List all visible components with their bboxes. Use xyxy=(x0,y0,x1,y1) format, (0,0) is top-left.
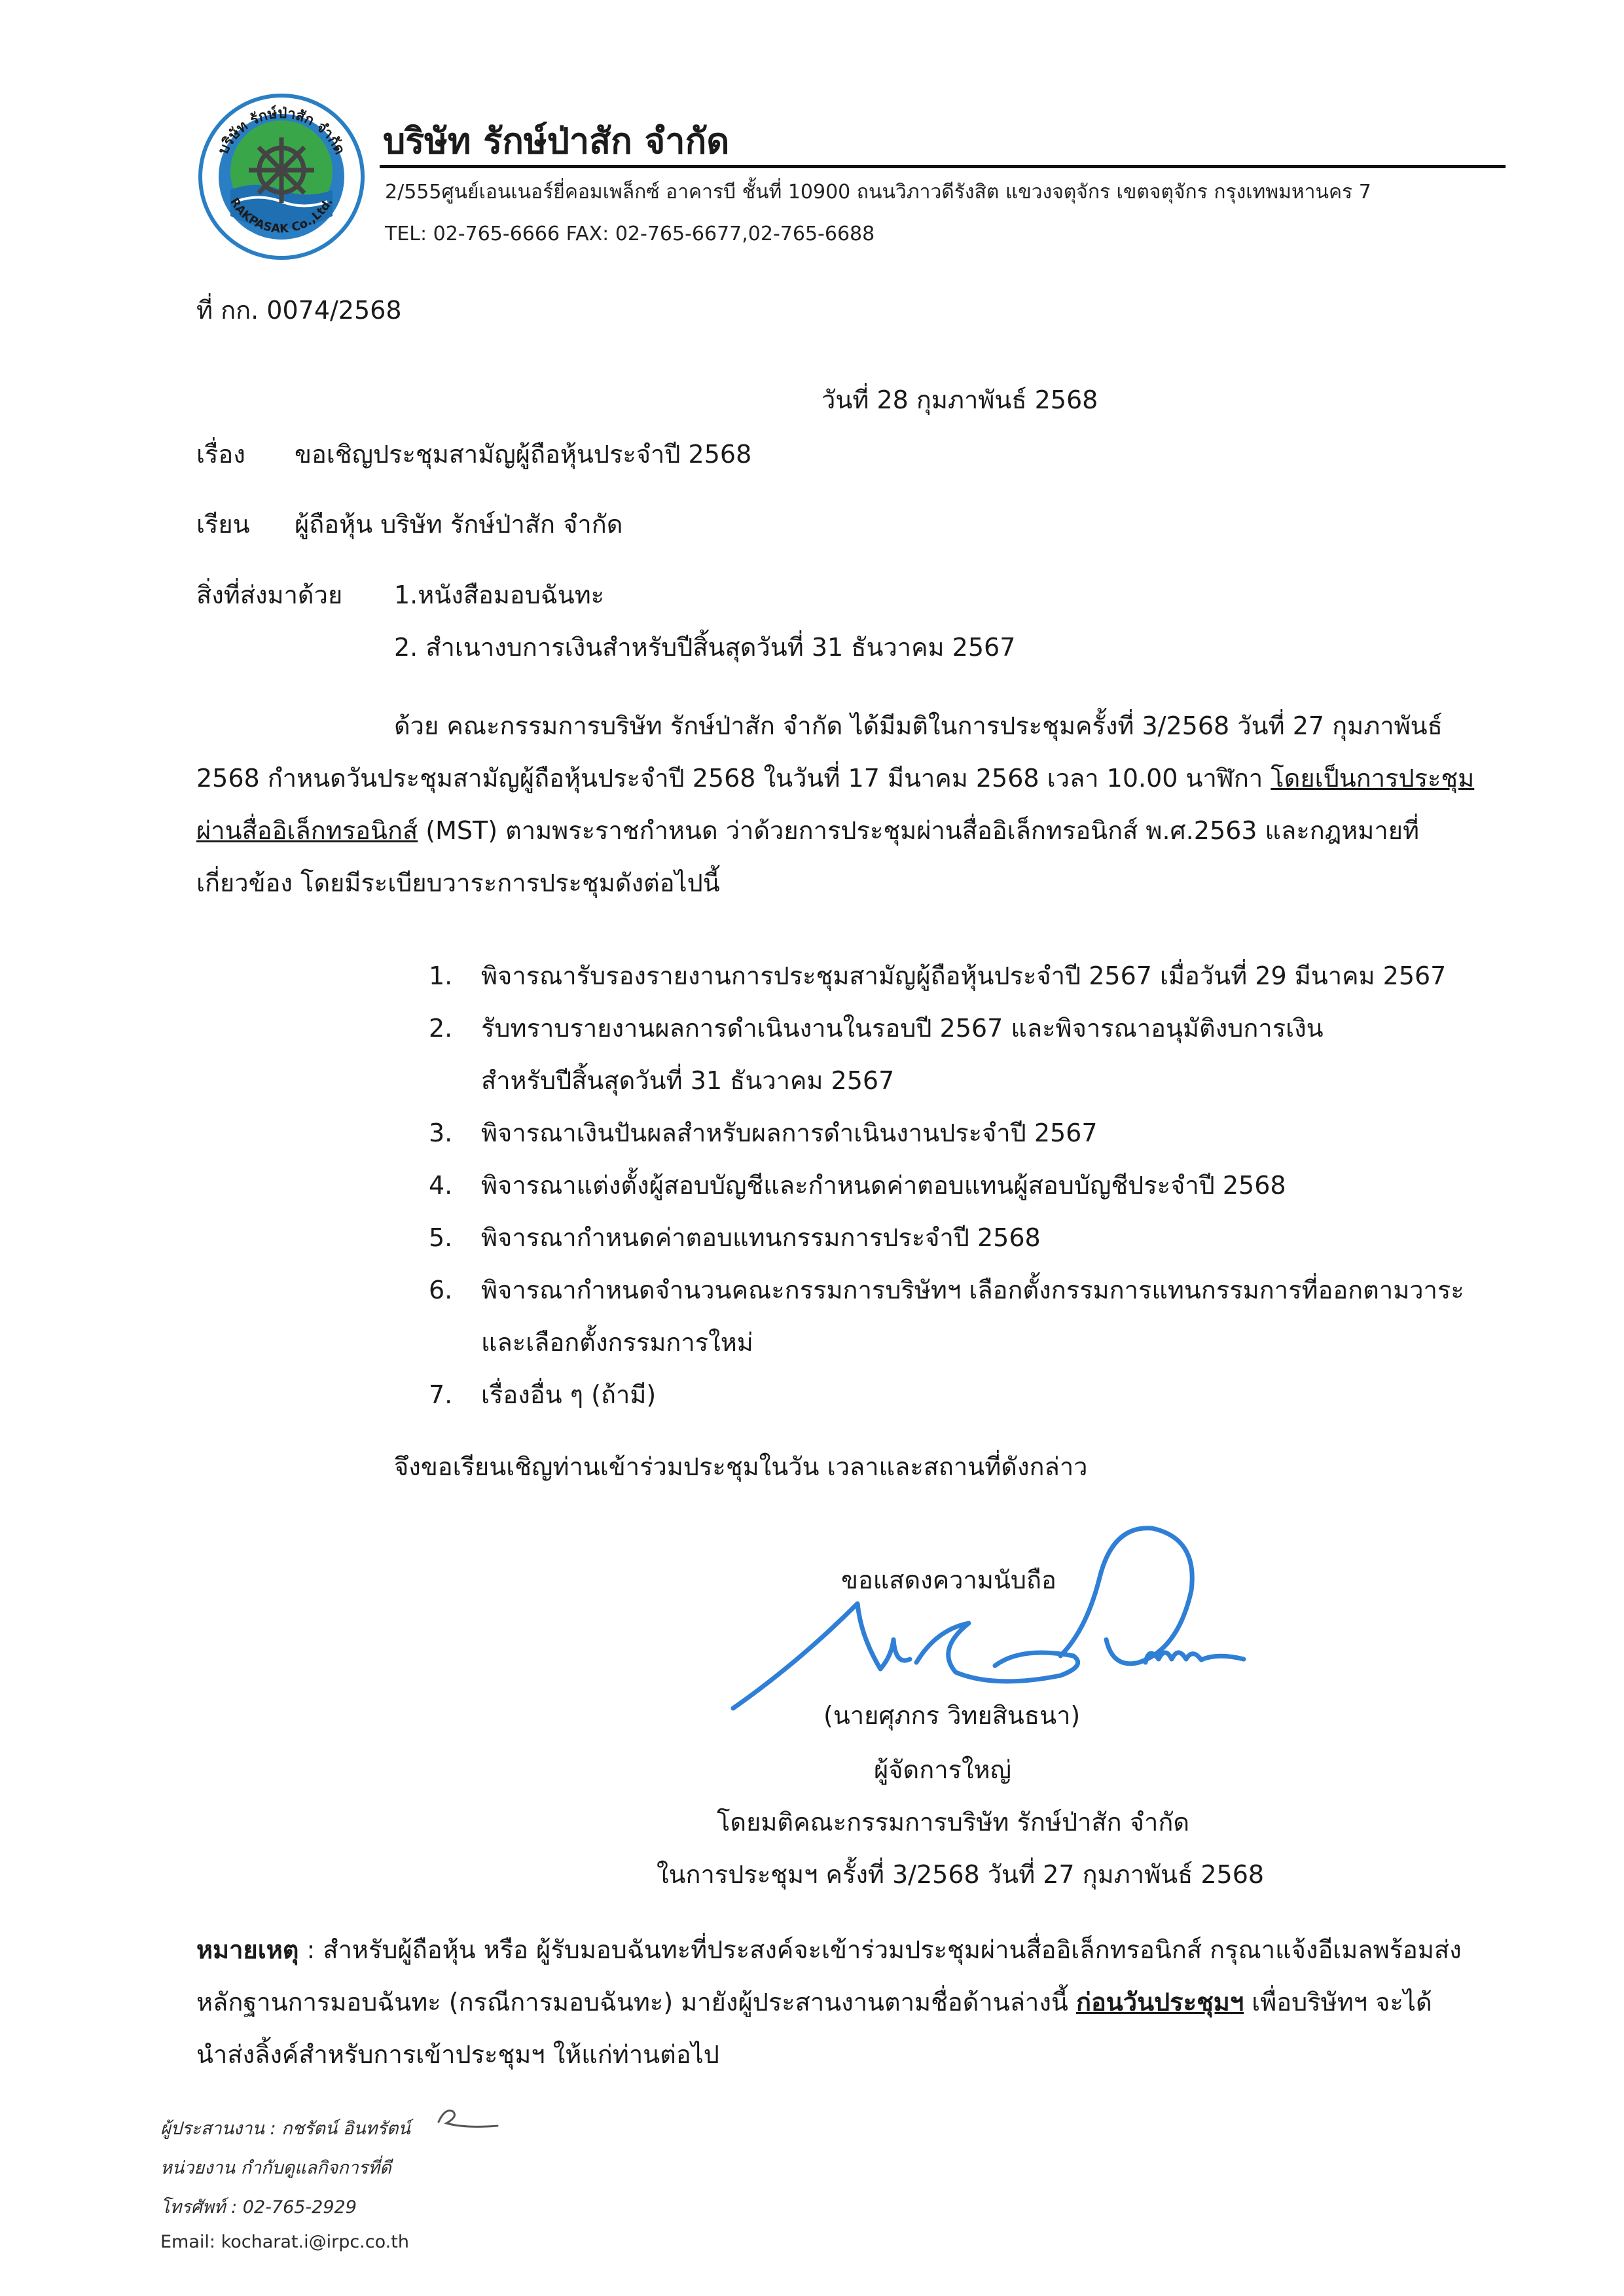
note-text: หลักฐานการมอบฉันทะ (กรณีการมอบฉันทะ) มายังผู้ประสานงานตามชื่อด้านล่างนี้ xyxy=(196,1988,1076,2017)
coordinator-email: Email: kocharat.i@irpc.co.th xyxy=(160,2232,409,2252)
coordinator-phone: โทรศัพท์ : 02-765-2929 xyxy=(160,2197,357,2217)
agenda-item: พิจารณากำหนดค่าตอบแทนกรรมการประจำปี 2568 xyxy=(481,1223,1041,1252)
board-approval-line: ในการประชุมฯ ครั้งที่ 3/2568 วันที่ 27 กุมภาพันธ์ 2568 xyxy=(657,1860,1265,1889)
note-line: นำส่งลิ้งค์สำหรับการเข้าประชุมฯ ให้แก่ท่านต่อไป xyxy=(196,2040,719,2069)
agenda-item: พิจารณาเงินปันผลสำหรับผลการดำเนินงานประจำปี 2567 xyxy=(481,1119,1098,1147)
agenda-number: 6. xyxy=(429,1276,453,1304)
body-underlined-text: โดยเป็นการประชุม xyxy=(1271,764,1475,793)
coordinator-department: หน่วยงาน กำกับดูแลกิจการที่ดี xyxy=(160,2158,391,2178)
logo-text-top: บริษัท รักษ์ป่าสัก จำกัด xyxy=(215,105,348,158)
closing-text: ขอแสดงความนับถือ xyxy=(841,1566,1056,1594)
signer-name: (นายศุภกร วิทยสินธนา) xyxy=(823,1701,1081,1730)
agenda-number: 3. xyxy=(429,1119,453,1147)
handwritten-signature xyxy=(720,1499,1257,1734)
logo-text-bottom: RAKPASAK Co.,Ltd. xyxy=(227,195,336,236)
subject-label: เรื่อง xyxy=(196,440,245,469)
note-line xyxy=(196,1937,1462,1962)
company-name: บริษัท รักษ์ป่าสัก จำกัด xyxy=(383,120,730,162)
agenda-item: เรื่องอื่น ๆ (ถ้ามี) xyxy=(481,1380,657,1409)
agenda-number: 7. xyxy=(429,1380,453,1409)
agenda-item: พิจารณากำหนดจำนวนคณะกรรมการบริษัทฯ เลือกตั้งกรรมการแทนกรรมการที่ออกตามวาระ xyxy=(481,1276,1464,1304)
note-label: หมายเหตุ xyxy=(196,1935,299,1964)
body-line: เกี่ยวข้อง โดยมีระเบียบวาระการประชุมดังต่อไปนี้ xyxy=(196,869,720,897)
subject-text: ขอเชิญประชุมสามัญผู้ถือหุ้นประจำปี 2568 xyxy=(295,440,752,469)
body-line: ด้วย คณะกรรมการบริษัท รักษ์ป่าสัก จำกัด ได้มีมติในการประชุมครั้งที่ 3/2568 วันที่ 27 กุมภาพันธ์ xyxy=(394,711,1443,740)
enclosure-item: 2. สำเนางบการเงินสำหรับปีสิ้นสุดวันที่ 31 ธันวาคม 2567 xyxy=(394,633,1016,662)
body-text: 2568 กำหนดวันประชุมสามัญผู้ถือหุ้นประจำปี 2568 ในวันที่ 17 มีนาคม 2568 เวลา 10.00 นาฬิกา xyxy=(196,764,1271,793)
enclosure-label: สิ่งที่ส่งมาด้วย xyxy=(196,581,343,609)
note-emphasis: ก่อนวันประชุมฯ xyxy=(1075,1988,1244,2017)
letterhead-rule xyxy=(380,165,1506,168)
note-line xyxy=(196,1990,1432,2015)
agenda-item: รับทราบรายงานผลการดำเนินงานในรอบปี 2567 และพิจารณาอนุมัติงบการเงิน xyxy=(481,1014,1324,1043)
note-text: : สำหรับผู้ถือหุ้น หรือ ผู้รับมอบฉันทะที่ประสงค์จะเข้าร่วมประชุมผ่านสื่ออิเล็กทรอนิกส์ กรุณาแจ้งอีเมลพร้อมส่ง xyxy=(298,1935,1462,1964)
reference-number: ที่ กก. 0074/2568 xyxy=(196,296,402,325)
signer-title: ผู้จัดการใหญ่ xyxy=(874,1755,1011,1784)
agenda-item-continued: สำหรับปีสิ้นสุดวันที่ 31 ธันวาคม 2567 xyxy=(481,1066,895,1095)
body-text: (MST) ตามพระราชกำหนด ว่าด้วยการประชุมผ่านสื่ออิเล็กทรอนิกส์ พ.ศ.2563 และกฎหมายที่ xyxy=(418,816,1420,845)
agenda-item: พิจารณาแต่งตั้งผู้สอบบัญชีและกำหนดค่าตอบแทนผู้สอบบัญชีประจำปี 2568 xyxy=(481,1171,1286,1200)
company-contact: TEL: 02-765-6666 FAX: 02-765-6677,02-765-6688 xyxy=(385,223,875,245)
company-logo xyxy=(196,92,367,262)
note-text: เพื่อบริษัทฯ จะได้ xyxy=(1244,1988,1432,2017)
body-line xyxy=(196,766,1474,791)
agenda-item: พิจารณารับรองรายงานการประชุมสามัญผู้ถือหุ้นประจำปี 2567 เมื่อวันที่ 29 มีนาคม 2567 xyxy=(481,961,1447,990)
invitation-text: จึงขอเรียนเชิญท่านเข้าร่วมประชุมในวัน เวลาและสถานที่ดังกล่าว xyxy=(394,1452,1088,1481)
agenda-number: 5. xyxy=(429,1223,453,1252)
coordinator-initials xyxy=(432,2102,504,2134)
letter-date: วันที่ 28 กุมภาพันธ์ 2568 xyxy=(821,386,1098,414)
body-line xyxy=(196,818,1419,843)
to-text: ผู้ถือหุ้น บริษัท รักษ์ป่าสัก จำกัด xyxy=(295,510,623,539)
company-address: 2/555ศูนย์เอนเนอร์ยี่คอมเพล็กซ์ อาคารบี ชั้นที่ 10900 ถนนวิภาวดีรังสิต แขวงจตุจักร เขตจตุจักร กรุงเทพมหานคร 7 xyxy=(385,181,1371,204)
body-underlined-text: ผ่านสื่ออิเล็กทรอนิกส์ xyxy=(196,816,418,845)
coordinator-name: ผู้ประสานงาน : กชรัตน์ อินทรัตน์ xyxy=(160,2119,410,2139)
to-label: เรียน xyxy=(196,510,250,539)
agenda-number: 4. xyxy=(429,1171,453,1200)
agenda-number: 2. xyxy=(429,1014,453,1043)
enclosure-item: 1.หนังสือมอบฉันทะ xyxy=(394,581,605,609)
agenda-number: 1. xyxy=(429,961,453,990)
board-approval-line: โดยมติคณะกรรมการบริษัท รักษ์ป่าสัก จำกัด xyxy=(717,1808,1189,1837)
agenda-item-continued: และเลือกตั้งกรรมการใหม่ xyxy=(481,1328,753,1357)
